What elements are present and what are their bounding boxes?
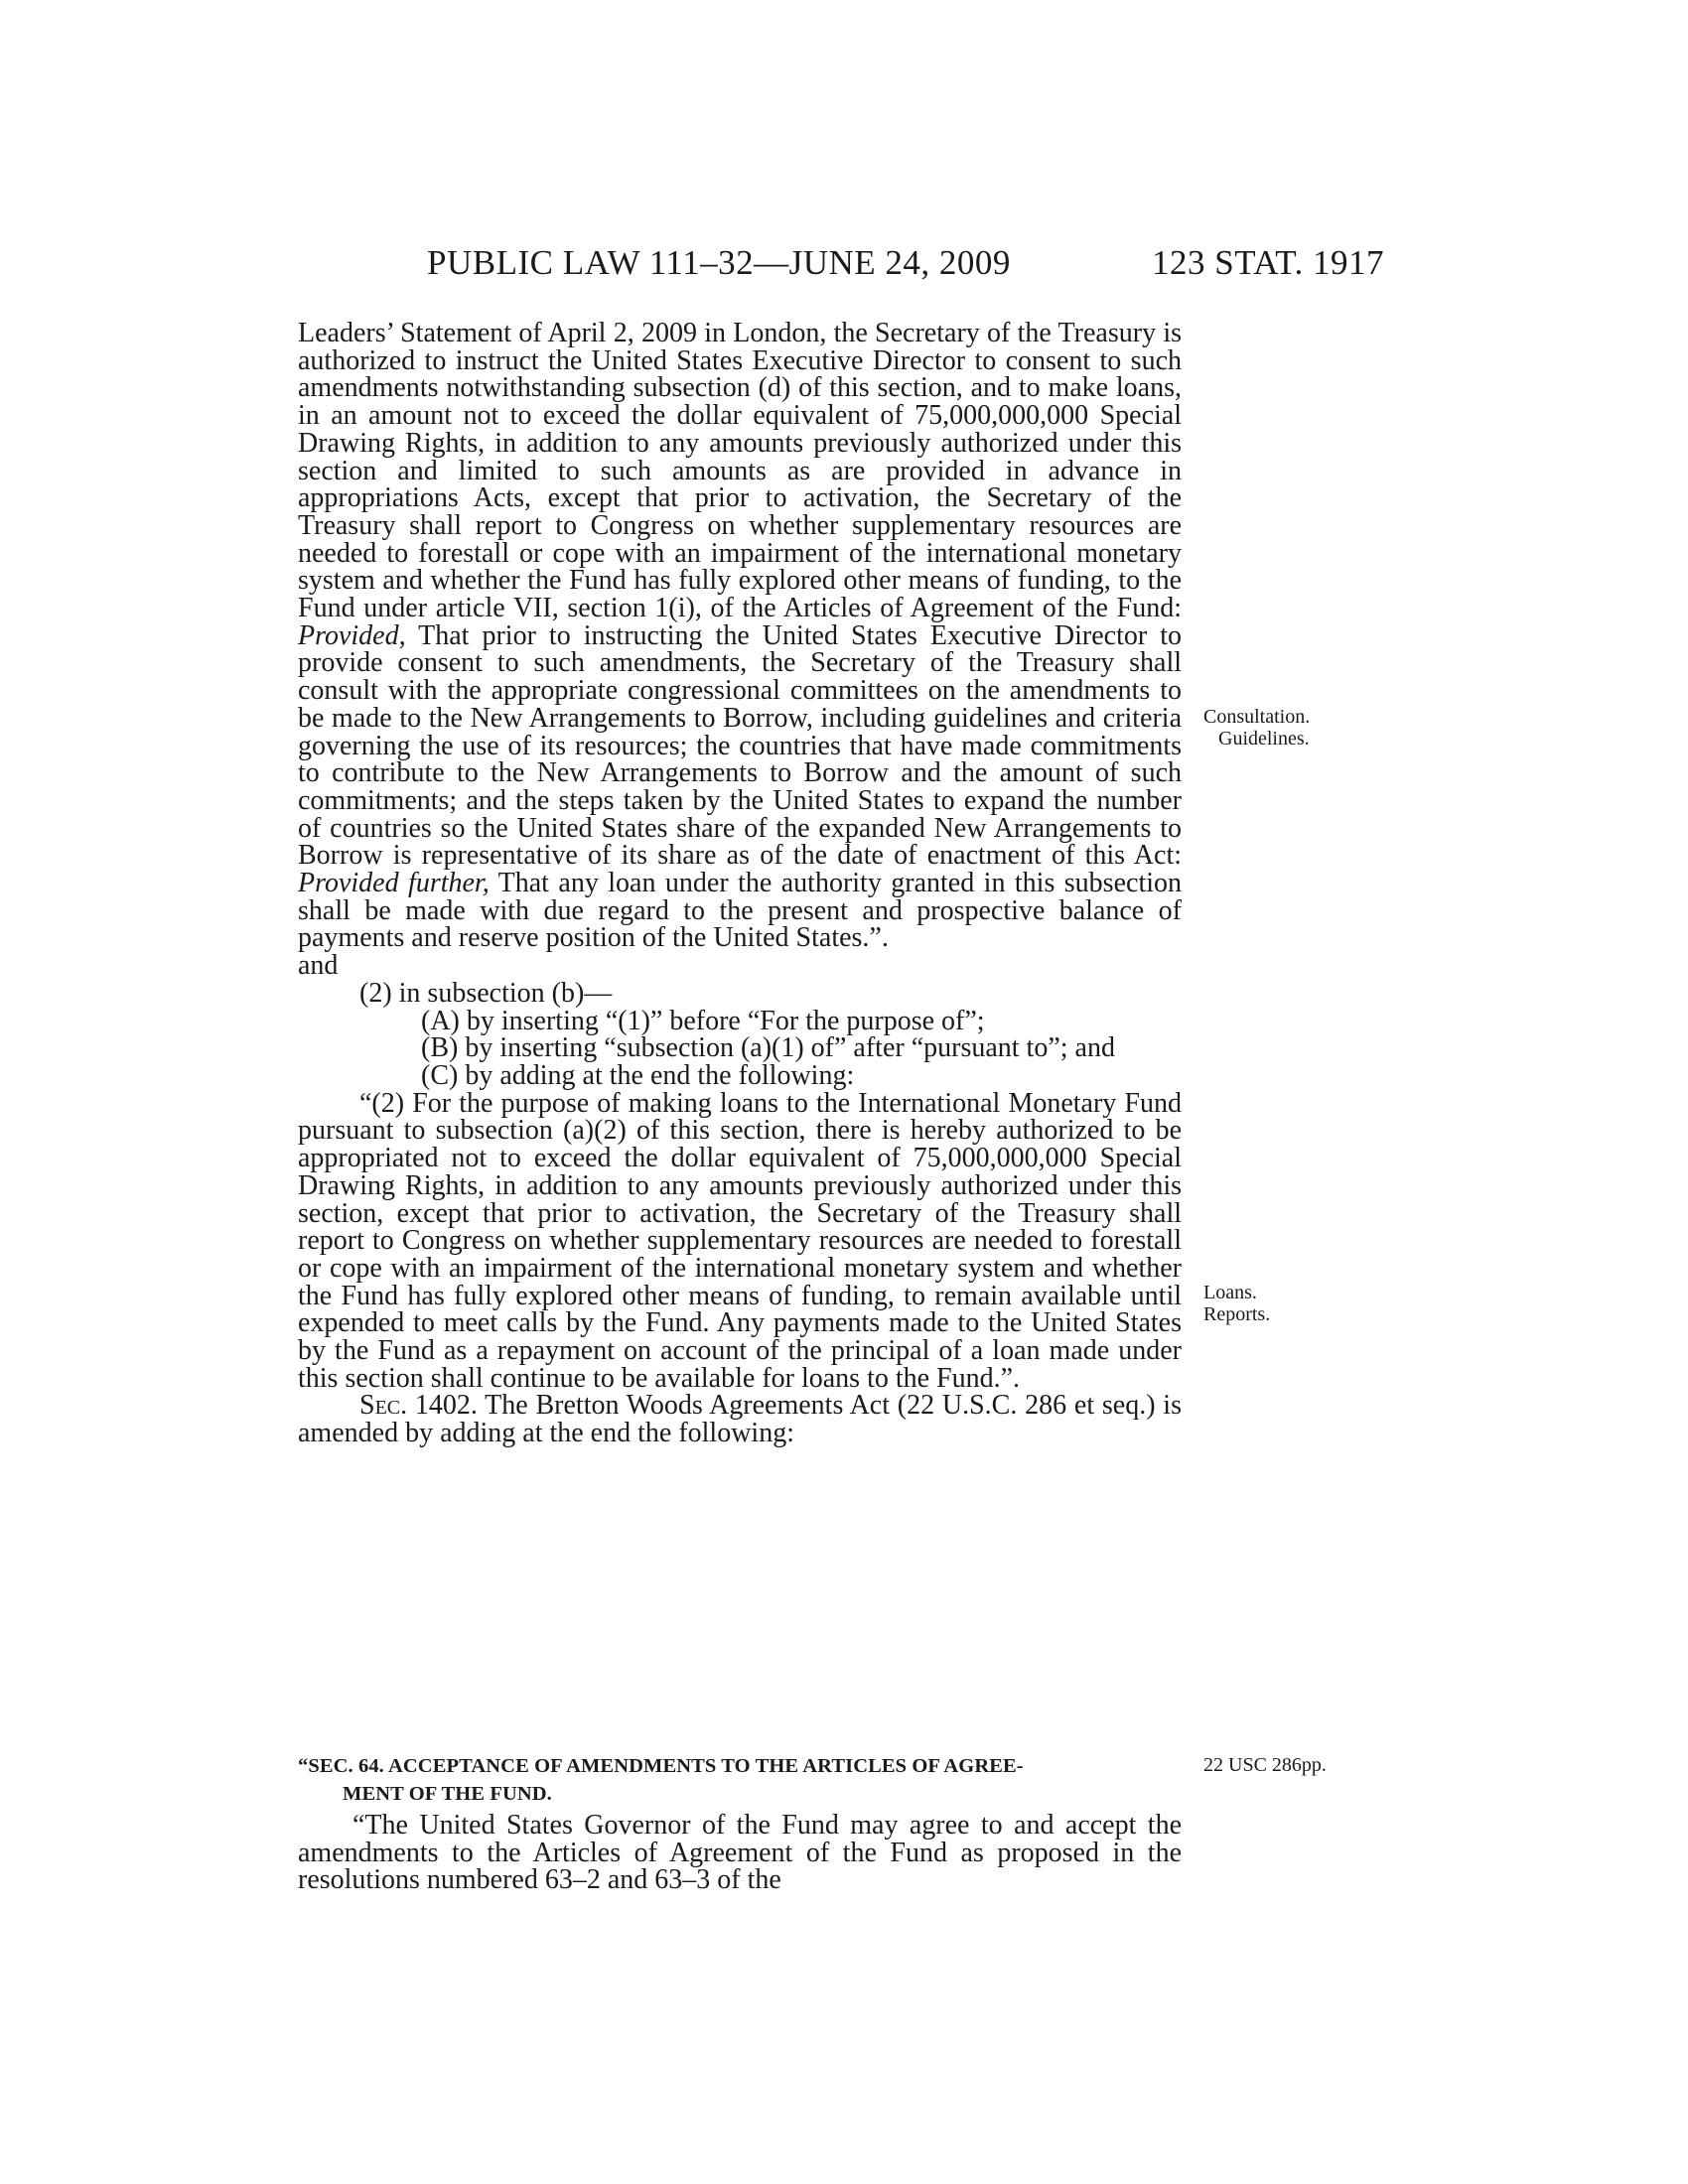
para1-text-b: That prior to instructing the United States Executive Director to provide consent to such amendments, the Secretary of the Treasury shall consult with the appropriate congressional committees on the amendments to be made to the New Arrangements to Borrow, including guidelines and criteria governing the use of its resources; the countries that have made commitments to contribute to the New Arrangements to Borrow and the amount of such commitments; and the steps taken by the United States to expand the number of countries so the United States share of the expanded New Arrangements to Borrow is representative of its share as of the date of enactment of this Act: [298,619,1182,872]
stat-page-number: 123 STAT. 1917 [1152,243,1384,282]
section-heading-line2: MENT OF THE FUND. [343,1783,552,1805]
margin-note-consultation: Consultation. [1203,706,1311,728]
margin-note-loans: Loans. [1203,1282,1257,1303]
para1-text-c: That any loan under the authority granted in this subsection shall be made with due regard to the present and prospective balance of payments and reserve position of the United States.”. [298,868,1182,954]
sec-1402-text: 1402. The Bretton Woods Agreements Act (22 U.S.C. 286 et seq.) is amended by adding at the end the following: [298,1390,1182,1449]
provided-italic: Provided, [298,619,406,651]
provided-further-italic: Provided further, [298,868,490,899]
paragraph-amendment-authority [298,320,1182,952]
margin-note-guidelines: Guidelines. [1218,728,1310,750]
item-b: (B) by inserting “subsection (a)(1) of” after “pursuant to”; and [421,1032,1115,1064]
sec-1402-paragraph [298,1390,1182,1449]
final-paragraph: “The United States Governor of the Fund may agree to and accept the amendments to the Articles of Agreement of the Fund as proposed in the resolutions numbered 63–2 and 63–3 of the [298,1810,1182,1896]
item-2: (2) in subsection (b)— [359,977,613,1009]
body-text [298,320,1182,1447]
quoted-subsection-2: “(2) For the purpose of making loans to the International Monetary Fund pursuant to subsection (a)(2) of this section, there is hereby authorized to be appropriated not to exceed the dollar equivalent of 75,000,000,000 Special Drawing Rights, in addition to any amounts previously authorized under this section, except that prior to activation, the Secretary of the Treasury shall report to Congress on whether supplementary resources are needed to forestall or cope with an impairment of the international monetary system and whether the Fund has fully explored other means of funding, to remain available until expended to meet calls by the Fund. Any payments made to the United States by the Fund as a repayment on account of the principal of a loan made under this section shall continue to be available for loans to the Fund.”. [298,1087,1182,1394]
sec-label: Sec. [359,1390,408,1422]
margin-note-usc: 22 USC 286pp. [1203,1754,1327,1776]
item-a: (A) by inserting “(1)” before “For the purpose of”; [421,1005,985,1036]
section-heading-line1: “SEC. 64. ACCEPTANCE OF AMENDMENTS TO THE ARTICLES OF AGREE- [298,1755,1024,1777]
section-64-heading [298,1752,1192,1808]
and-line: and [298,950,339,982]
running-head: PUBLIC LAW 111–32—JUNE 24, 2009 [427,243,1011,282]
item-c: (C) by adding at the end the following: [421,1059,855,1091]
para1-text-a: Leaders’ Statement of April 2, 2009 in London, the Secretary of the Treasury is authorized to instruct the United States Executive Director to consent to such amendments notwithstanding subsection (d) of this section, and to make loans, in an amount not to exceed the dollar equivalent of 75,000,000,000 Special Drawing Rights, in addition to any amounts previously authorized under this section and limited to such amounts as are provided in advance in appropriations Acts, except that prior to activation, the Secretary of the Treasury shall report to Congress on whether supplementary resources are needed to forestall or cope with an impairment of the international monetary system and whether the Fund has fully explored other means of funding, to the Fund under article VII, section 1(i), of the Articles of Agreement of the Fund: [298,318,1182,624]
margin-note-reports: Reports. [1203,1303,1271,1325]
